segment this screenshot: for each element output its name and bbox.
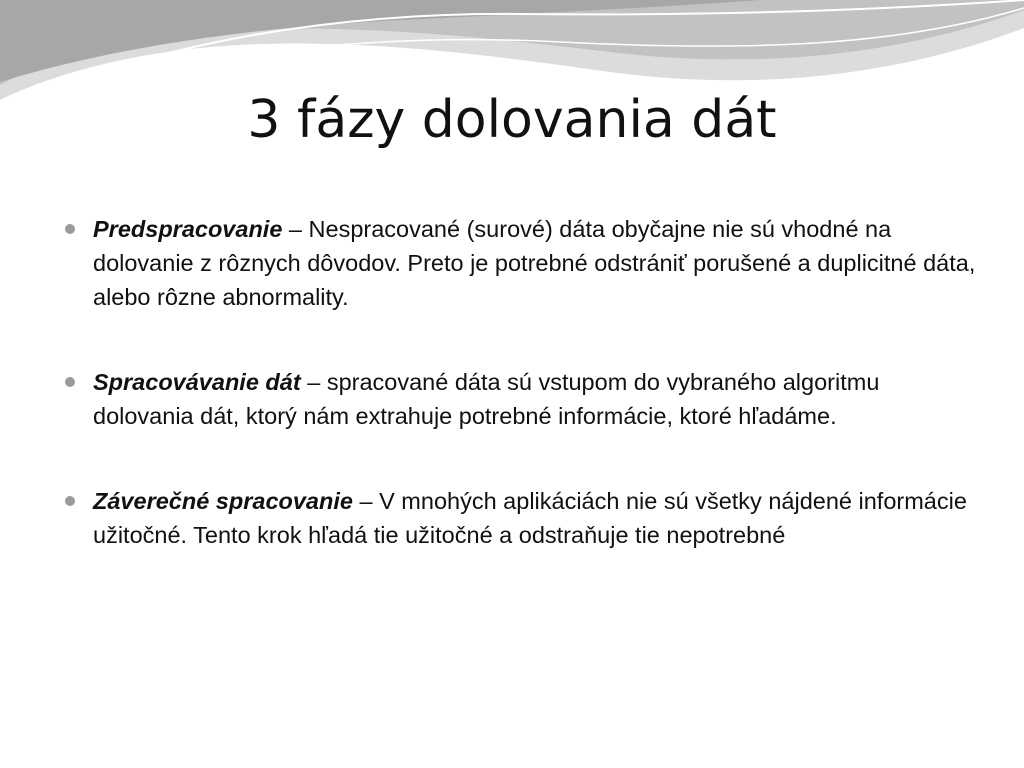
bullet-item-preprocessing — [60, 212, 980, 314]
bullet-text: – V mnohých aplikáciách nie sú všetky nájdené informácie užitočné. Tento krok hľadá tie užitočné a odstraňuje tie nepotrebné — [93, 488, 967, 548]
bullet-term: Záverečné spracovanie — [93, 488, 353, 514]
bullet-dot-icon — [65, 224, 75, 234]
bullet-dot-icon — [65, 377, 75, 387]
bullet-term: Predspracovanie — [93, 216, 283, 242]
bullet-text: – spracované dáta sú vstupom do vybraného algoritmu dolovania dát, ktorý nám extrahuje potrebné informácie, ktoré hľadáme. — [93, 369, 880, 429]
bullet-text: – Nespracované (surové) dáta obyčajne nie sú vhodné na dolovanie z rôznych dôvodov. Preto je potrebné odstrániť porušené a duplicitné dáta, alebo rôzne abnormality. — [93, 216, 976, 310]
bullet-dot-icon — [65, 496, 75, 506]
bullet-term: Spracovávanie dát — [93, 369, 301, 395]
bullet-list — [60, 212, 980, 603]
slide-title: 3 fázy dolovania dát — [247, 90, 777, 150]
bullet-item-postprocessing — [60, 484, 980, 552]
bullet-item-processing — [60, 365, 980, 433]
